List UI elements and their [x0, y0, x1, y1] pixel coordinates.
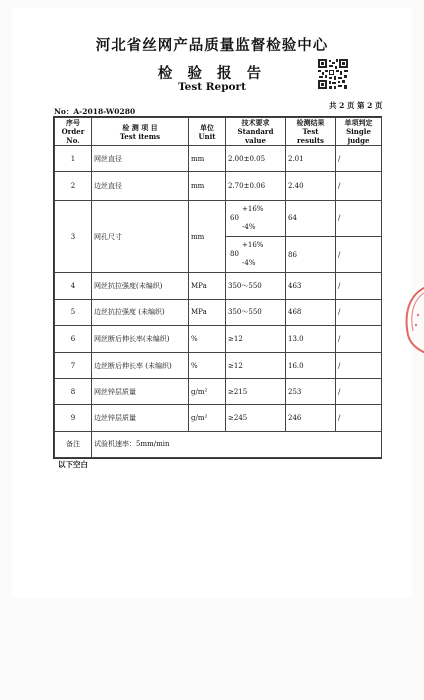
- notes-label: 备注: [55, 431, 92, 457]
- row-unit: g/m²: [189, 405, 226, 431]
- organization-name: 河北省丝网产品质量监督检验中心: [95, 37, 329, 54]
- row-standard-a: [226, 200, 286, 236]
- row-result-b: 86: [286, 237, 336, 273]
- table-row: [55, 299, 382, 325]
- page-number: 共 2 页 第 2 页: [329, 101, 383, 110]
- row-no: 7: [55, 352, 92, 378]
- row-judge: /: [336, 405, 382, 431]
- table-row: [55, 273, 382, 299]
- row-no: 6: [55, 325, 92, 352]
- row-result: 13.0: [286, 325, 336, 352]
- row-standard: 2.70±0.06: [226, 172, 286, 200]
- row-judge: /: [336, 273, 382, 299]
- row-result: 2.40: [286, 172, 336, 200]
- report-number: No：A-2018-W0280: [54, 107, 136, 116]
- row-judge: /: [336, 325, 382, 352]
- row-no: 3: [55, 200, 92, 273]
- table-row: [55, 172, 382, 200]
- row-unit: mm: [189, 146, 226, 172]
- standard-mesh-80: +16% 80 -4%: [230, 241, 264, 268]
- report-title-cn: 检 验 报 告: [157, 65, 267, 82]
- row-result: 463: [286, 273, 336, 299]
- row-item: 网丝断后伸长率(未编织): [92, 325, 189, 352]
- header-test-results: 检测结果 Test results: [286, 118, 336, 146]
- row-no: 9: [55, 405, 92, 431]
- row-item: 网孔尺寸: [92, 200, 189, 273]
- header-order-no: 序号 Order No.: [55, 118, 92, 146]
- table-header-row: [55, 118, 382, 146]
- table-row: [55, 325, 382, 352]
- table-row: [55, 146, 382, 172]
- row-result: 468: [286, 299, 336, 325]
- row-standard: 350～550: [226, 299, 286, 325]
- table-row: [55, 200, 382, 236]
- row-no: 4: [55, 273, 92, 299]
- table-row: [55, 352, 382, 378]
- row-unit: %: [189, 325, 226, 352]
- row-item: 边丝直径: [92, 172, 189, 200]
- row-standard: 350～550: [226, 273, 286, 299]
- qr-code-icon: [317, 58, 349, 90]
- row-standard: ≥245: [226, 405, 286, 431]
- report-title-en: Test Report: [178, 81, 246, 93]
- row-no: 2: [55, 172, 92, 200]
- test-results-table: [53, 116, 382, 459]
- header-unit: 单位 Unit: [189, 118, 226, 146]
- notes-text: 试验机速率：5mm/min: [92, 431, 382, 457]
- row-item: 边丝断后伸长率 (未编织): [92, 352, 189, 378]
- row-judge: /: [336, 352, 382, 378]
- standard-mesh-60: +16% 60 -4%: [230, 204, 264, 231]
- blank-below-note: 以下空白: [58, 460, 88, 469]
- header-single-judge: 单项判定 Single judge: [336, 118, 382, 146]
- header-test-items: 检 测 项 目 Test items: [92, 118, 189, 146]
- row-standard-b: [226, 237, 286, 273]
- row-judge-a: /: [336, 200, 382, 236]
- row-standard: ≥12: [226, 325, 286, 352]
- row-judge: /: [336, 146, 382, 172]
- row-unit: MPa: [189, 299, 226, 325]
- row-no: 8: [55, 379, 92, 405]
- row-judge-b: /: [336, 237, 382, 273]
- row-item: 边丝抗拉强度 (未编织): [92, 299, 189, 325]
- row-result: 16.0: [286, 352, 336, 378]
- row-judge: /: [336, 172, 382, 200]
- row-unit: %: [189, 352, 226, 378]
- row-item: 网丝锌层质量: [92, 379, 189, 405]
- header-standard-value: 技术要求 Standard value: [226, 118, 286, 146]
- official-seal-stamp: [398, 285, 424, 355]
- row-no: 1: [55, 146, 92, 172]
- row-standard: ≥215: [226, 379, 286, 405]
- row-result-a: 64: [286, 200, 336, 236]
- row-judge: /: [336, 379, 382, 405]
- row-judge: /: [336, 299, 382, 325]
- row-standard: ≥12: [226, 352, 286, 378]
- row-result: 253: [286, 379, 336, 405]
- row-item: 边丝锌层质量: [92, 405, 189, 431]
- row-result: 2.01: [286, 146, 336, 172]
- row-no: 5: [55, 299, 92, 325]
- row-standard: 2.00±0.05: [226, 146, 286, 172]
- row-item: 网丝抗拉强度(未编织): [92, 273, 189, 299]
- row-unit: mm: [189, 172, 226, 200]
- row-result: 246: [286, 405, 336, 431]
- notes-row: [55, 431, 382, 457]
- row-item: 网丝直径: [92, 146, 189, 172]
- table-row: [55, 379, 382, 405]
- row-unit: MPa: [189, 273, 226, 299]
- row-unit: mm: [189, 200, 226, 273]
- table-row: [55, 405, 382, 431]
- row-unit: g/m²: [189, 379, 226, 405]
